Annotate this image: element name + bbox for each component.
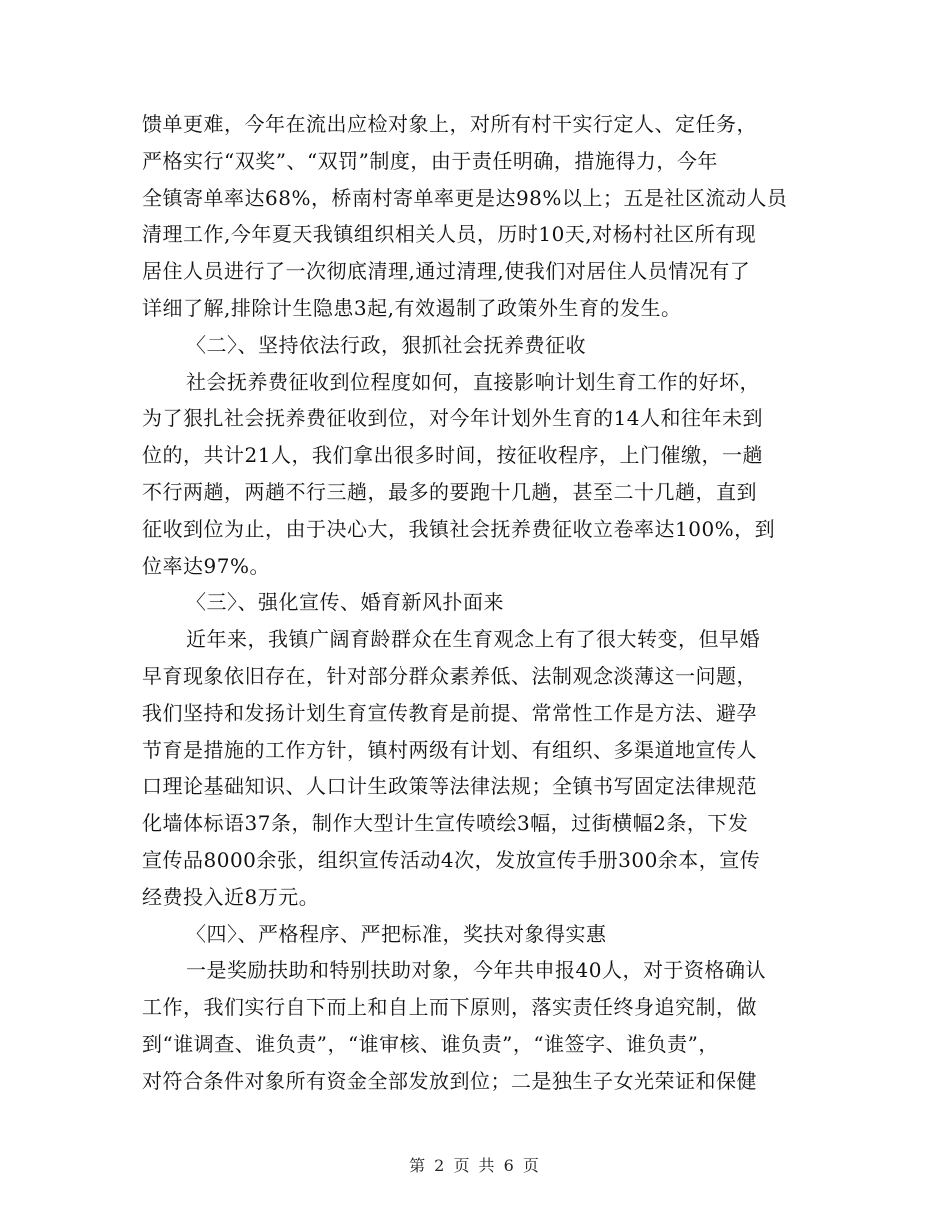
body-line: 位率达97%。 <box>142 553 270 578</box>
paragraph-first-line: 一是奖励扶助和特别扶助对象，今年共申报40人，对于资格确认 <box>186 958 766 983</box>
body-line: 清理工作,今年夏天我镇组织相关人员，历时10天,对杨村社区所有现 <box>142 222 757 247</box>
body-line: 为了狠扎社会抚养费征收到位，对今年计划外生育的14人和往年未到 <box>142 406 763 431</box>
body-line: 早育现象依旧存在，针对部分群众素养低、法制观念淡薄这一问题， <box>142 663 757 688</box>
section-heading-4: 〈四〉、严格程序、严把标准，奖扶对象得实惠 <box>186 921 607 946</box>
paragraph-first-line: 社会抚养费征收到位程度如何，直接影响计划生育工作的好坏， <box>186 369 760 394</box>
body-line: 宣传品8000余张，组织宣传活动4次，发放宣传手册300余本，宣传 <box>142 847 761 872</box>
body-line: 严格实行“双奖”、“双罚”制度，由于责任明确，措施得力，今年 <box>142 148 718 173</box>
body-line: 对符合条件对象所有资金全部发放到位；二是独生子女光荣证和保健 <box>142 1068 757 1093</box>
body-line: 工作，我们实行自下而上和自上而下原则，落实责任终身追究制，做 <box>142 995 757 1020</box>
body-line: 经费投入近8万元。 <box>142 884 320 909</box>
body-line: 详细了解,排除计生隐患3起,有效遏制了政策外生育的发生。 <box>142 295 682 320</box>
body-line: 我们坚持和发扬计划生育宣传教育是前提、常常性工作是方法、避孕 <box>142 700 757 725</box>
body-line: 不行两趟，两趟不行三趟，最多的要跑十几趟，甚至二十几趟，直到 <box>142 479 757 504</box>
body-line: 全镇寄单率达68%，桥南村寄单率更是达98%以上；五是社区流动人员 <box>142 185 788 210</box>
body-line: 化墙体标语37条，制作大型计生宣传喷绘3幅，过街横幅2条，下发 <box>142 811 749 836</box>
body-line: 到“谁调查、谁负责”，“谁审核、谁负责”，“谁签字、谁负责”， <box>142 1031 719 1056</box>
paragraph-first-line: 近年来，我镇广阔育龄群众在生育观念上有了很大转变，但早婚 <box>186 627 760 652</box>
document-body <box>142 106 818 1100</box>
body-line: 征收到位为止，由于决心大，我镇社会抚养费征收立卷率达100%，到 <box>142 516 776 541</box>
body-line: 位的，共计21人，我们拿出很多时间，按征收程序，上门催缴，一趟 <box>142 443 763 468</box>
body-line: 居住人员进行了一次彻底清理,通过清理,使我们对居住人员情况有了 <box>142 259 751 284</box>
body-line: 节育是措施的工作方针，镇村两级有计划、有组织、多渠道地宣传人 <box>142 737 757 762</box>
page-footer: 第 2 页 共 6 页 <box>409 1156 541 1175</box>
section-heading-2: 〈二〉、坚持依法行政，狠抓社会抚养费征收 <box>186 332 586 357</box>
body-line: 馈单更难，今年在流出应检对象上，对所有村干实行定人、定任务， <box>142 112 757 136</box>
body-line: 口理论基础知识、人口计生政策等法律法规；全镇书写固定法律规范 <box>142 774 757 799</box>
section-heading-3: 〈三〉、强化宣传、婚育新风扑面来 <box>186 590 504 615</box>
